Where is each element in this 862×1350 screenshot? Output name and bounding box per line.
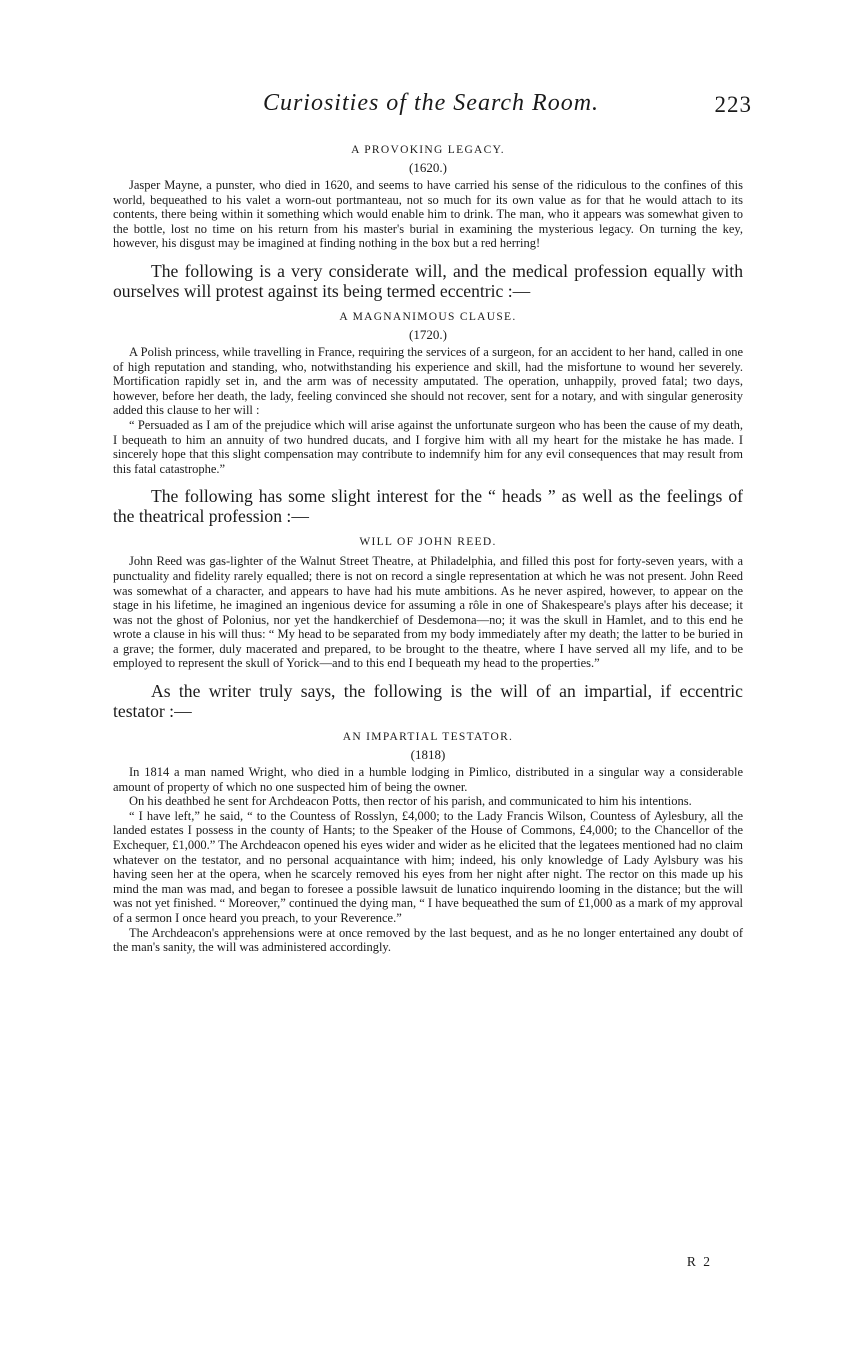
paragraph: The Archdeacon's apprehensions were at once removed by the last bequest, and as he no longer entertained any doubt of the man's sanity, the will was administered accordingly. [113, 925, 743, 955]
section-heading: A MAGNANIMOUS CLAUSE. [339, 310, 517, 323]
paragraph: A Polish princess, while travelling in France, requiring the services of a surgeon, for an accident to her hand, called in one of high reputation and standing, who, notwithstanding his experience and skill, had the misfortune to wound her severely. Mortification rapidly set in, and the arm was of necessity amputated. The operation, unhappily, proved fatal; two days, however, before her death, the lady, feeling convinced she should not recover, sent for a notary, and with singular generosity added this clause to her will : [113, 344, 743, 418]
quoted-paragraph: “ I have left,” he said, “ to the Countess of Rosslyn, £4,000; to the Lady Francis Wilson, Countess of Aylesbury, all the landed estates I possess in the county of Hants; to the Speaker of the House of Commons, £4,000; to the Chancellor of the Exchequer, £1,000.” The Archdeacon opened his eyes wider and wider as he elicited that the legatees mentioned had no claim whatever on the testator, and no personal acquaintance with him; indeed, his only knowledge of Lady Aylsbury was his having seen her at the opera, when he scarcely removed his eyes from her night after night. The rector on this made up his mind the man was mad, and began to foresee a possible lawsuit de lunatico inquirendo looming in the distance; but the will was not yet finished. “ Moreover,” continued the dying man, “ I have bequeathed the sum of £1,000 as a mark of my approval of a sermon I once heard you preach, to your Reverence.” [113, 808, 743, 925]
paragraph: John Reed was gas-lighter of the Walnut Street Theatre, at Philadelphia, and filled this post for forty-seven years, with a punctuality and fidelity rarely equalled; there is not on record a single representation at which he was not present. John Reed was somewhat of a character, and appears to have had his mute ambitions. As he never aspired, however, to appear on the stage in his lifetime, he imagined an ingenious device for assuming a rôle in one of Shakespeare's plays after his decease; it was not the ghost of Polonius, nor yet the handkerchief of Desdemona—no; it was the skull in Hamlet, and to this end he wrote a clause in his will thus: “ My head to be separated from my body immediately after my death; the latter to be buried in a grave; the former, duly macerated and prepared, to be brought to the theatre, where I have served all my life, and to be employed to represent the skull of Yorick—and to this end I bequeath my head to the properties.” [113, 554, 743, 671]
intro-paragraph: The following is a very considerate will, and the medical profession equally with ourselves will protest against its being termed eccentric :— [113, 260, 743, 301]
intro-paragraph: The following has some slight interest for the “ heads ” as well as the feelings of the theatrical profession :— [113, 486, 743, 527]
section-heading: WILL OF JOHN REED. [359, 536, 497, 549]
running-head-title: Curiosities of the Search Room. [262, 90, 600, 116]
signature-mark: R 2 [686, 1254, 712, 1269]
page-number: 223 [714, 92, 752, 117]
paragraph: In 1814 a man named Wright, who died in a humble lodging in Pimlico, distributed in a singular way a considerable amount of property of which no one suspected him of being the owner. [113, 765, 743, 794]
section-year: (1818) [410, 747, 446, 763]
section-heading: A PROVOKING LEGACY. [351, 144, 505, 156]
section-heading: AN IMPARTIAL TESTATOR. [342, 731, 514, 744]
running-head [0, 90, 862, 120]
intro-paragraph: As the writer truly says, the following is the will of an impartial, if eccentric testator :— [113, 681, 743, 722]
section-year: (1720.) [409, 326, 447, 342]
paragraph: On his deathbed he sent for Archdeacon Potts, then rector of his parish, and communicated to him his intentions. [129, 794, 692, 809]
section-year: (1620.) [409, 160, 447, 175]
page-body [113, 142, 743, 955]
quoted-paragraph: “ Persuaded as I am of the prejudice which will arise against the unfortunate surgeon who has been the cause of my death, I bequeath to him an annuity of two hundred ducats, and I forgive him with all my heart for the mistake he has made. I sincerely hope that this slight compensation may contribute to indemnify him for any evil consequences that may result from this fatal catastrophe.” [113, 417, 743, 476]
paragraph: Jasper Mayne, a punster, who died in 1620, and seems to have carried his sense of the ridiculous to the confines of this world, bequeathed to his valet a worn-out portmanteau, not so much for its own value as for that he would attach to its contents, there being within it something which would enable him to drink. The man, who it appears was somewhat given to the bottle, lost no time on his return from his master's burial in examining the mysterious legacy. On turning the key, however, his disgust may be imagined at finding nothing in the box but a red herring! [113, 178, 743, 251]
